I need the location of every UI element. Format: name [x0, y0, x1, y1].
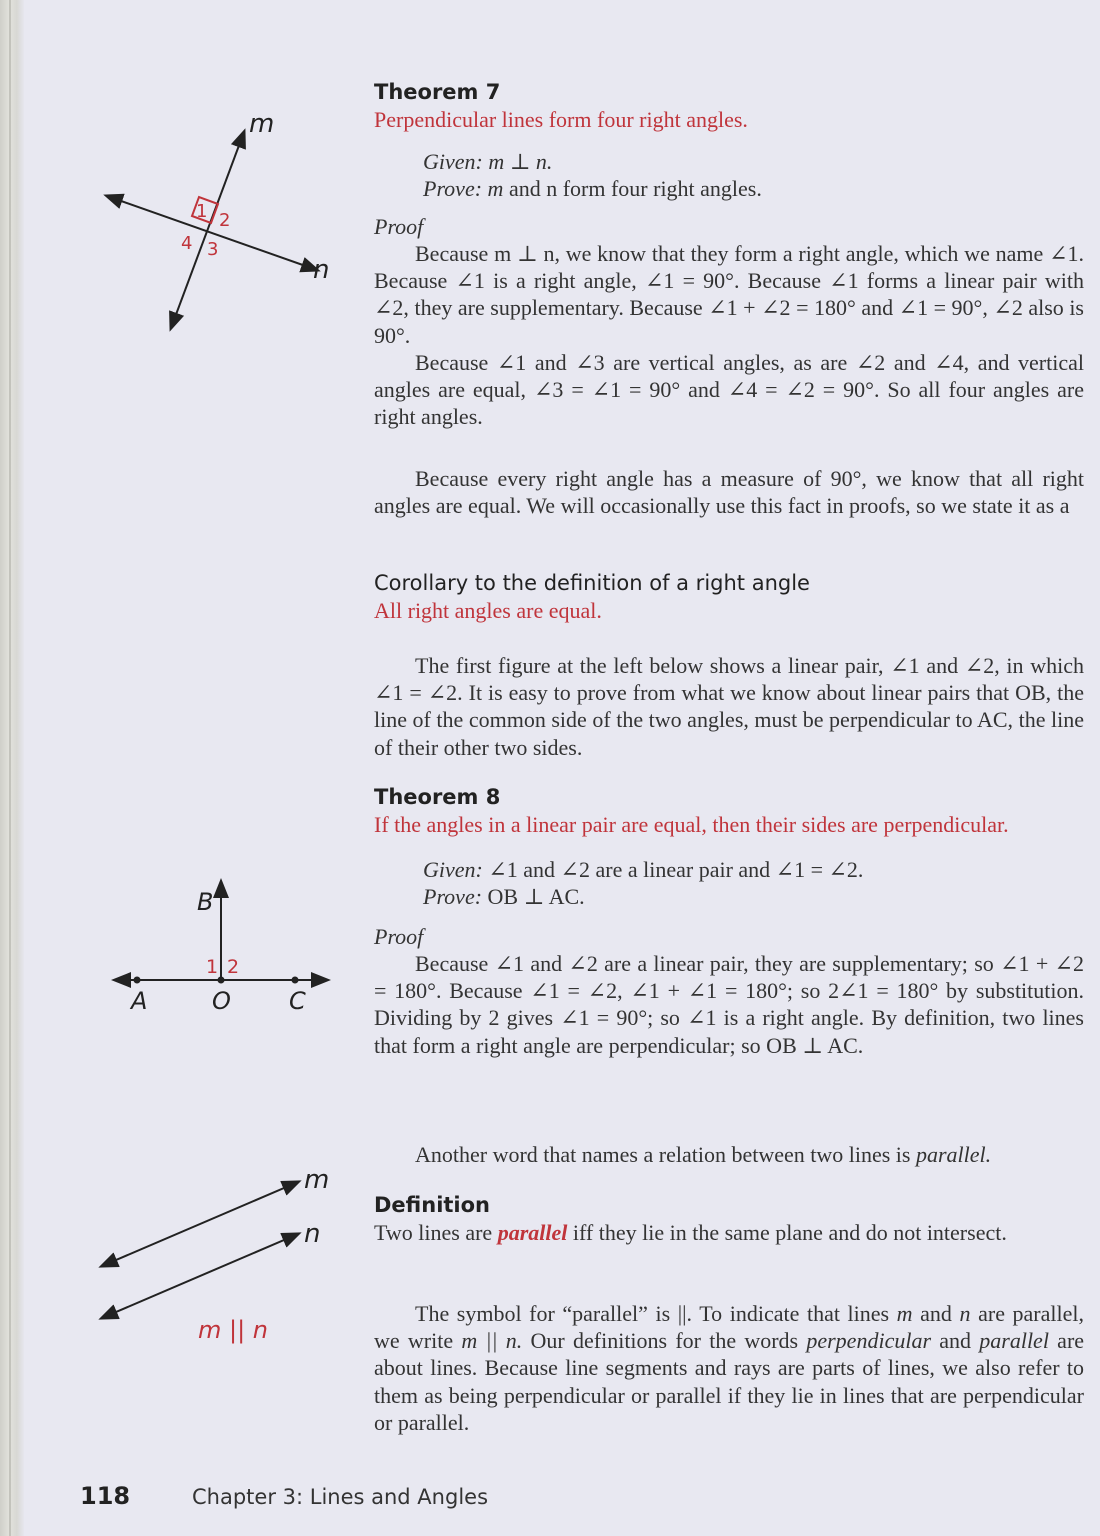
- definition-term: parallel: [497, 1220, 568, 1245]
- definition-before: Two lines are: [374, 1220, 498, 1245]
- given-label: Given:: [423, 148, 483, 174]
- proof-paragraph-2: Because ∠1 and ∠3 are vertical angles, as are ∠2 and ∠4, and vertical angles are equal, ∠3 = ∠1 = 90° and ∠4 = ∠2 = 90°. So all four angles are right angles.: [374, 349, 1084, 430]
- prove-var: m: [487, 175, 504, 201]
- symbol-var-m: m: [896, 1301, 913, 1326]
- line-m: [171, 132, 244, 328]
- paragraph-right-angles: Because every right angle has a measure of 90°, we know that all right angles are equal. We will occasionally use this fact in proofs, so we state it as a: [374, 466, 1084, 519]
- symbol-expression: m || n.: [461, 1328, 523, 1354]
- line-m-label: m: [249, 109, 275, 139]
- figure-parallel-lines: [90, 1158, 350, 1358]
- definition-text: [374, 1219, 1034, 1246]
- line-n-label: n: [304, 1219, 321, 1249]
- given-label: Given:: [423, 856, 483, 882]
- corollary: [374, 569, 1084, 625]
- symbol-text-6: are about lines. Because line segments and rays are parts of lines, we also refer to them as being perpendicular or parallel if they lie in lines that are perpendicular or parallel.: [374, 1328, 1085, 1435]
- definition-after: iff they lie in the same plane and do not intersect.: [567, 1220, 1007, 1245]
- point-a: [134, 977, 141, 984]
- symbol-var-n: n: [959, 1301, 971, 1326]
- line-n-label: n: [313, 255, 330, 285]
- symbol-word-parallel: parallel: [979, 1328, 1049, 1354]
- theorem-7-prove: [423, 175, 1084, 202]
- line-m: [102, 1182, 298, 1266]
- symbol-text-1: The symbol for “parallel” is ||. To indicate that lines: [415, 1301, 897, 1326]
- page-number: 118: [80, 1482, 131, 1510]
- theorem-8-given: [423, 856, 1084, 883]
- angle-3-label: 3: [207, 239, 219, 260]
- angle-4-label: 4: [181, 233, 193, 254]
- label-a: A: [131, 987, 148, 1015]
- paragraph-linear-pair: The first figure at the left below shows a linear pair, ∠1 and ∠2, in which ∠1 = ∠2. It is easy to prove from what we know about linear pairs that OB, the line of the common side of the two angles, must be perpendicular to AC, the line of their other two sides.: [374, 653, 1084, 760]
- book-spine: [0, 0, 24, 1536]
- proof-paragraph: Because ∠1 and ∠2 are a linear pair, they are supplementary; so ∠1 + ∠2 = 180°. Because ∠1 = ∠2, ∠1 + ∠1 = 180°; so 2∠1 = 180° by substitution. Dividing by 2 gives ∠1 = 90°; so ∠1 is a right angle. By definition, two lines that form a right angle are perpendicular; so OB ⊥ AC.: [374, 950, 1084, 1058]
- symbol-text-5: and: [931, 1328, 980, 1354]
- prove-label: Prove:: [423, 175, 483, 201]
- figure-perpendicular-lines: [95, 100, 355, 340]
- theorem-8-title: Theorem 8: [374, 785, 501, 809]
- figure-linear-pair: [105, 872, 345, 1022]
- theorem-7-title: Theorem 7: [374, 80, 501, 104]
- symbol-text-4: Our definitions for the words: [522, 1328, 807, 1354]
- prove-text: and n form four right angles.: [503, 175, 762, 201]
- given-text: m ⊥ n.: [488, 148, 553, 174]
- intro-term: parallel.: [915, 1142, 992, 1167]
- angle-2-label: 2: [227, 956, 240, 978]
- symbol-text-2: and: [912, 1301, 960, 1326]
- label-b: B: [197, 888, 214, 916]
- corollary-statement: All right angles are equal.: [374, 598, 602, 623]
- paragraph-parallel-intro: [374, 1141, 1084, 1168]
- angle-1-label: 1: [196, 201, 208, 222]
- prove-text: OB ⊥ AC.: [487, 883, 585, 909]
- theorem-8-statement: If the angles in a linear pair are equal, then their sides are perpendicular.: [374, 812, 1009, 837]
- figure-caption: m || n: [198, 1316, 269, 1344]
- line-m-label: m: [304, 1165, 330, 1195]
- chapter-title: Chapter 3: Lines and Angles: [192, 1485, 489, 1509]
- label-c: C: [289, 987, 306, 1015]
- intro-text: Another word that names a relation between two lines is: [415, 1142, 916, 1167]
- symbol-text-3: are parallel, we write: [374, 1301, 1085, 1354]
- theorem-7-statement: Perpendicular lines form four right angles.: [374, 107, 748, 132]
- line-n: [102, 1234, 298, 1318]
- proof-label: Proof: [374, 923, 424, 949]
- point-c: [292, 977, 299, 984]
- corollary-title: Corollary to the definition of a right angle: [374, 571, 810, 595]
- label-o: O: [212, 987, 231, 1015]
- angle-2-label: 2: [219, 210, 231, 231]
- paragraph-parallel-symbol: [374, 1300, 1084, 1436]
- prove-label: Prove:: [423, 883, 483, 909]
- theorem-7: [374, 78, 1084, 430]
- theorem-7-given: [423, 148, 1084, 175]
- given-text: ∠1 and ∠2 are a linear pair and ∠1 = ∠2.: [488, 856, 864, 882]
- point-o: [218, 977, 225, 984]
- theorem-8: [374, 783, 1084, 1059]
- definition-title: Definition: [374, 1193, 491, 1217]
- proof-paragraph-1: Because m ⊥ n, we know that they form a right angle, which we name ∠1. Because ∠1 is a right angle, ∠1 = 90°. Because ∠1 forms a linear pair with ∠2, they are supplementary. Because ∠1 + ∠2 = 180° and ∠1 = 90°, ∠2 also is 90°.: [374, 240, 1084, 348]
- theorem-8-prove: [423, 883, 1084, 910]
- definition-parallel: [374, 1191, 1084, 1246]
- angle-1-label: 1: [206, 956, 219, 978]
- symbol-word-perpendicular: perpendicular: [806, 1328, 932, 1354]
- proof-label: Proof: [374, 213, 424, 239]
